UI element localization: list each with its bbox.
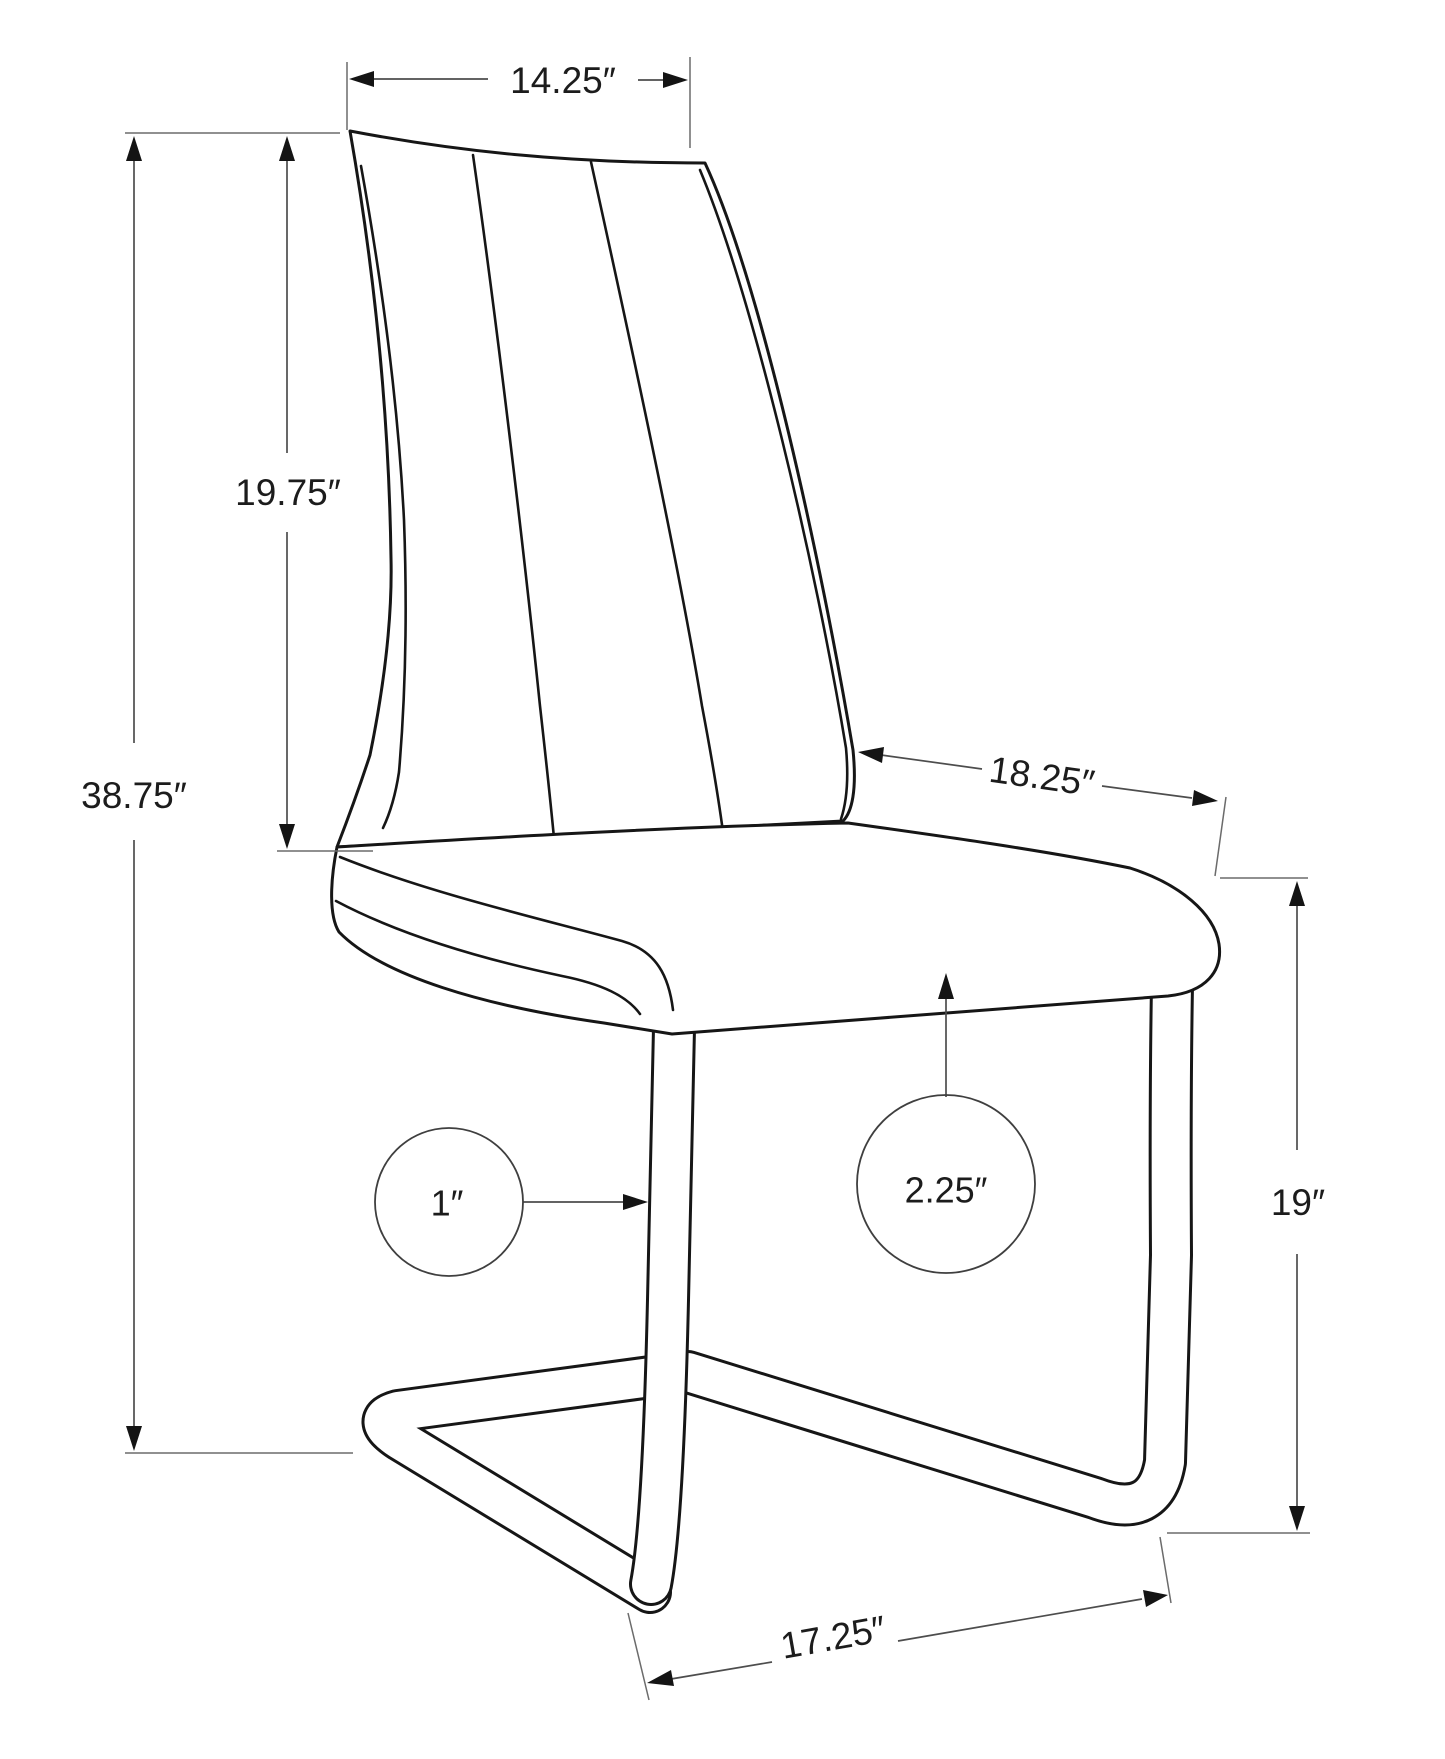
arrow-backrest-width-right xyxy=(663,72,688,88)
ext-base-depth-left xyxy=(628,1613,649,1700)
arrow-seat-height-top xyxy=(1289,881,1305,906)
label-overall-height: 38.75″ xyxy=(81,774,187,816)
label-base-depth: 17.25″ xyxy=(777,1608,889,1667)
arrow-base-depth-left xyxy=(647,1670,674,1686)
seat xyxy=(332,823,1220,1034)
label-seat-depth: 18.25″ xyxy=(986,748,1098,805)
front-leg-tube xyxy=(651,1028,674,1584)
arrow-backrest-height-bottom xyxy=(279,824,295,849)
backrest-outline xyxy=(337,131,854,847)
backrest xyxy=(337,131,854,847)
label-tube-diameter: 1″ xyxy=(430,1182,464,1224)
arrow-tube-diameter xyxy=(623,1194,648,1210)
label-backrest-height: 19.75″ xyxy=(235,471,341,513)
arrow-backrest-width-left xyxy=(349,71,374,87)
base-tube xyxy=(383,985,1172,1592)
arrow-seat-height-bottom xyxy=(1289,1506,1305,1531)
seat-outline xyxy=(332,823,1220,1034)
arrow-overall-height-bottom xyxy=(126,1426,142,1451)
arrow-base-depth-right xyxy=(1143,1590,1168,1607)
arrow-seat-depth-left xyxy=(858,747,884,763)
label-seat-height: 19″ xyxy=(1270,1181,1326,1223)
ext-seat-depth-right xyxy=(1215,797,1226,876)
arrow-overall-height-top xyxy=(126,136,142,161)
label-backrest-width: 14.25″ xyxy=(510,59,616,101)
label-seat-thickness: 2.25″ xyxy=(904,1169,988,1211)
arrow-backrest-height-top xyxy=(279,136,295,161)
ext-base-depth-right xyxy=(1160,1537,1171,1603)
arrow-seat-depth-right xyxy=(1192,790,1218,806)
